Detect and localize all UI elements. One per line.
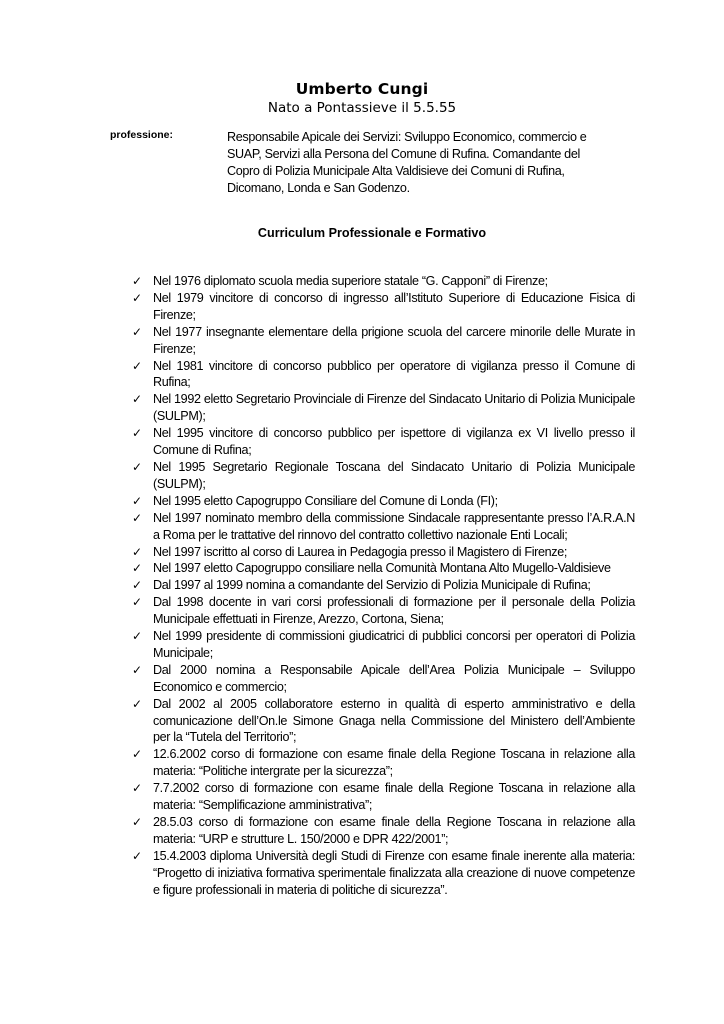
check-icon: ✓: [132, 274, 142, 288]
birth-info: Nato a Pontassieve il 5.5.55: [267, 100, 457, 116]
list-item-text: Nel 1999 presidente di commissioni giudicatrici di pubblici concorsi per operatori di Polizia Municipale;: [153, 629, 635, 660]
list-item-text: Nel 1995 Segretario Regionale Toscana del Sindacato Unitario di Polizia Municipale (SULPM);: [153, 459, 635, 491]
list-item-text: Nel 1997 iscritto al corso di Laurea in Pedagogia presso il Magistero di Firenze;: [153, 544, 568, 559]
list-item-text: Nel 1995 vincitore di concorso pubblico per ispettore di vigilanza ex VI livello presso il Comune di Rufina;: [153, 426, 635, 458]
list-item-text: Nel 1997 nominato membro della commissione Sindacale rappresentante presso l’A.R.A.N a Roma per le trattative del rinnovo del contratto collettivo nazionale Enti Locali;: [153, 510, 635, 542]
list-item: [130, 628, 635, 662]
list-item: [130, 696, 635, 747]
check-icon: ✓: [132, 392, 142, 407]
list-item: [130, 544, 635, 561]
check-icon: ✓: [132, 629, 142, 644]
list-item: [130, 594, 635, 628]
curriculum-list: [130, 273, 635, 899]
check-icon: ✓: [132, 290, 142, 305]
list-item-text: Nel 1981 vincitore di concorso pubblico per operatore di vigilanza presso il Comune di Rufina;: [153, 358, 635, 390]
list-item-text: 7.7.2002 corso di formazione con esame finale della Regione Toscana in relazione alla materia: “Semplificazione amministrativa”;: [153, 781, 635, 813]
person-name: Umberto Cungi: [295, 80, 429, 98]
list-item: [130, 459, 635, 493]
list-item: [130, 425, 635, 459]
check-icon: ✓: [132, 324, 142, 339]
list-item: [130, 577, 635, 594]
check-icon: ✓: [132, 747, 142, 762]
list-item: [130, 814, 635, 848]
list-item-text: 28.5.03 corso di formazione con esame finale della Regione Toscana in relazione alla materia: “URP e strutture L. 150/2000 e DPR 422/2001”;: [153, 815, 635, 846]
list-item: [130, 780, 635, 814]
profession-label: professione:: [110, 129, 174, 141]
list-item-text: Nel 1976 diplomato scuola media superiore statale “G. Capponi” di Firenze;: [153, 274, 548, 288]
list-item-text: Nel 1997 eletto Capogruppo consiliare nella Comunità Montana Alto Mugello-Valdisieve: [153, 561, 611, 576]
check-icon: ✓: [132, 848, 142, 863]
check-icon: ✓: [132, 578, 142, 593]
check-icon: ✓: [132, 662, 142, 677]
list-item: [130, 746, 635, 780]
profession-text: Responsabile Apicale dei Servizi: Sviluppo Economico, commercio e SUAP, Servizi alla Persona del Comune di Rufina. Comandante del Copro di Polizia Municipale Alta Valdisieve dei Comuni di Rufina, Dicomano, Londa e San Godenzo.: [227, 130, 587, 195]
list-item: [130, 848, 635, 899]
list-item-text: Dal 1997 al 1999 nomina a comandante del Servizio di Polizia Municipale di Rufina;: [153, 578, 591, 593]
list-item: [130, 560, 635, 577]
list-item-text: Nel 1992 eletto Segretario Provinciale di Firenze del Sindacato Unitario di Polizia Municipale (SULPM);: [153, 392, 635, 424]
list-item-text: Dal 2002 al 2005 collaboratore esterno in qualità di esperto amministrativo e della comunicazione dell’On.le Simone Gnaga nella Commissione del Ministero dell’Ambiente per la “Tutela del Territorio”;: [153, 696, 635, 745]
check-icon: ✓: [132, 815, 142, 829]
list-item: [130, 493, 635, 510]
check-icon: ✓: [132, 510, 142, 525]
check-icon: ✓: [132, 544, 142, 559]
check-icon: ✓: [132, 426, 142, 441]
list-item-text: Dal 1998 docente in vari corsi professionali di formazione per il personale della Polizia Municipale effettuati in Firenze, Arezzo, Cortona, Siena;: [153, 595, 635, 627]
list-item: [130, 391, 635, 425]
check-icon: ✓: [132, 696, 142, 711]
check-icon: ✓: [132, 459, 142, 474]
list-item: [130, 324, 635, 358]
check-icon: ✓: [132, 595, 142, 610]
list-item-text: Nel 1979 vincitore di concorso di ingresso all’Istituto Superiore di Educazione Fisica di Firenze;: [153, 290, 635, 322]
check-icon: ✓: [132, 493, 142, 508]
check-icon: ✓: [132, 561, 142, 576]
list-item: [130, 510, 635, 544]
check-icon: ✓: [132, 358, 142, 373]
list-item: [130, 358, 635, 392]
list-item-text: 12.6.2002 corso di formazione con esame finale della Regione Toscana in relazione alla materia: “Politiche intergrate per la sicurezza”;: [153, 747, 635, 779]
list-item-text: 15.4.2003 diploma Università degli Studi di Firenze con esame finale inerente alla materia: “Progetto di iniziativa formativa sperimentale finalizzata alla creazione di nuove competenze e figure professionali in materia di politiche di sicurezza”.: [153, 848, 635, 897]
list-item: [130, 290, 635, 324]
check-icon: ✓: [132, 781, 142, 796]
section-title: Curriculum Professionale e Formativo: [257, 226, 487, 240]
list-item-text: Dal 2000 nomina a Responsabile Apicale dell’Area Polizia Municipale – Sviluppo Economico e commercio;: [153, 662, 635, 694]
list-item-text: Nel 1977 insegnante elementare della prigione scuola del carcere minorile delle Murate in Firenze;: [153, 324, 635, 356]
list-item: [130, 273, 635, 290]
list-item: [130, 662, 635, 696]
list-item-text: Nel 1995 eletto Capogruppo Consiliare del Comune di Londa (FI);: [153, 493, 498, 508]
